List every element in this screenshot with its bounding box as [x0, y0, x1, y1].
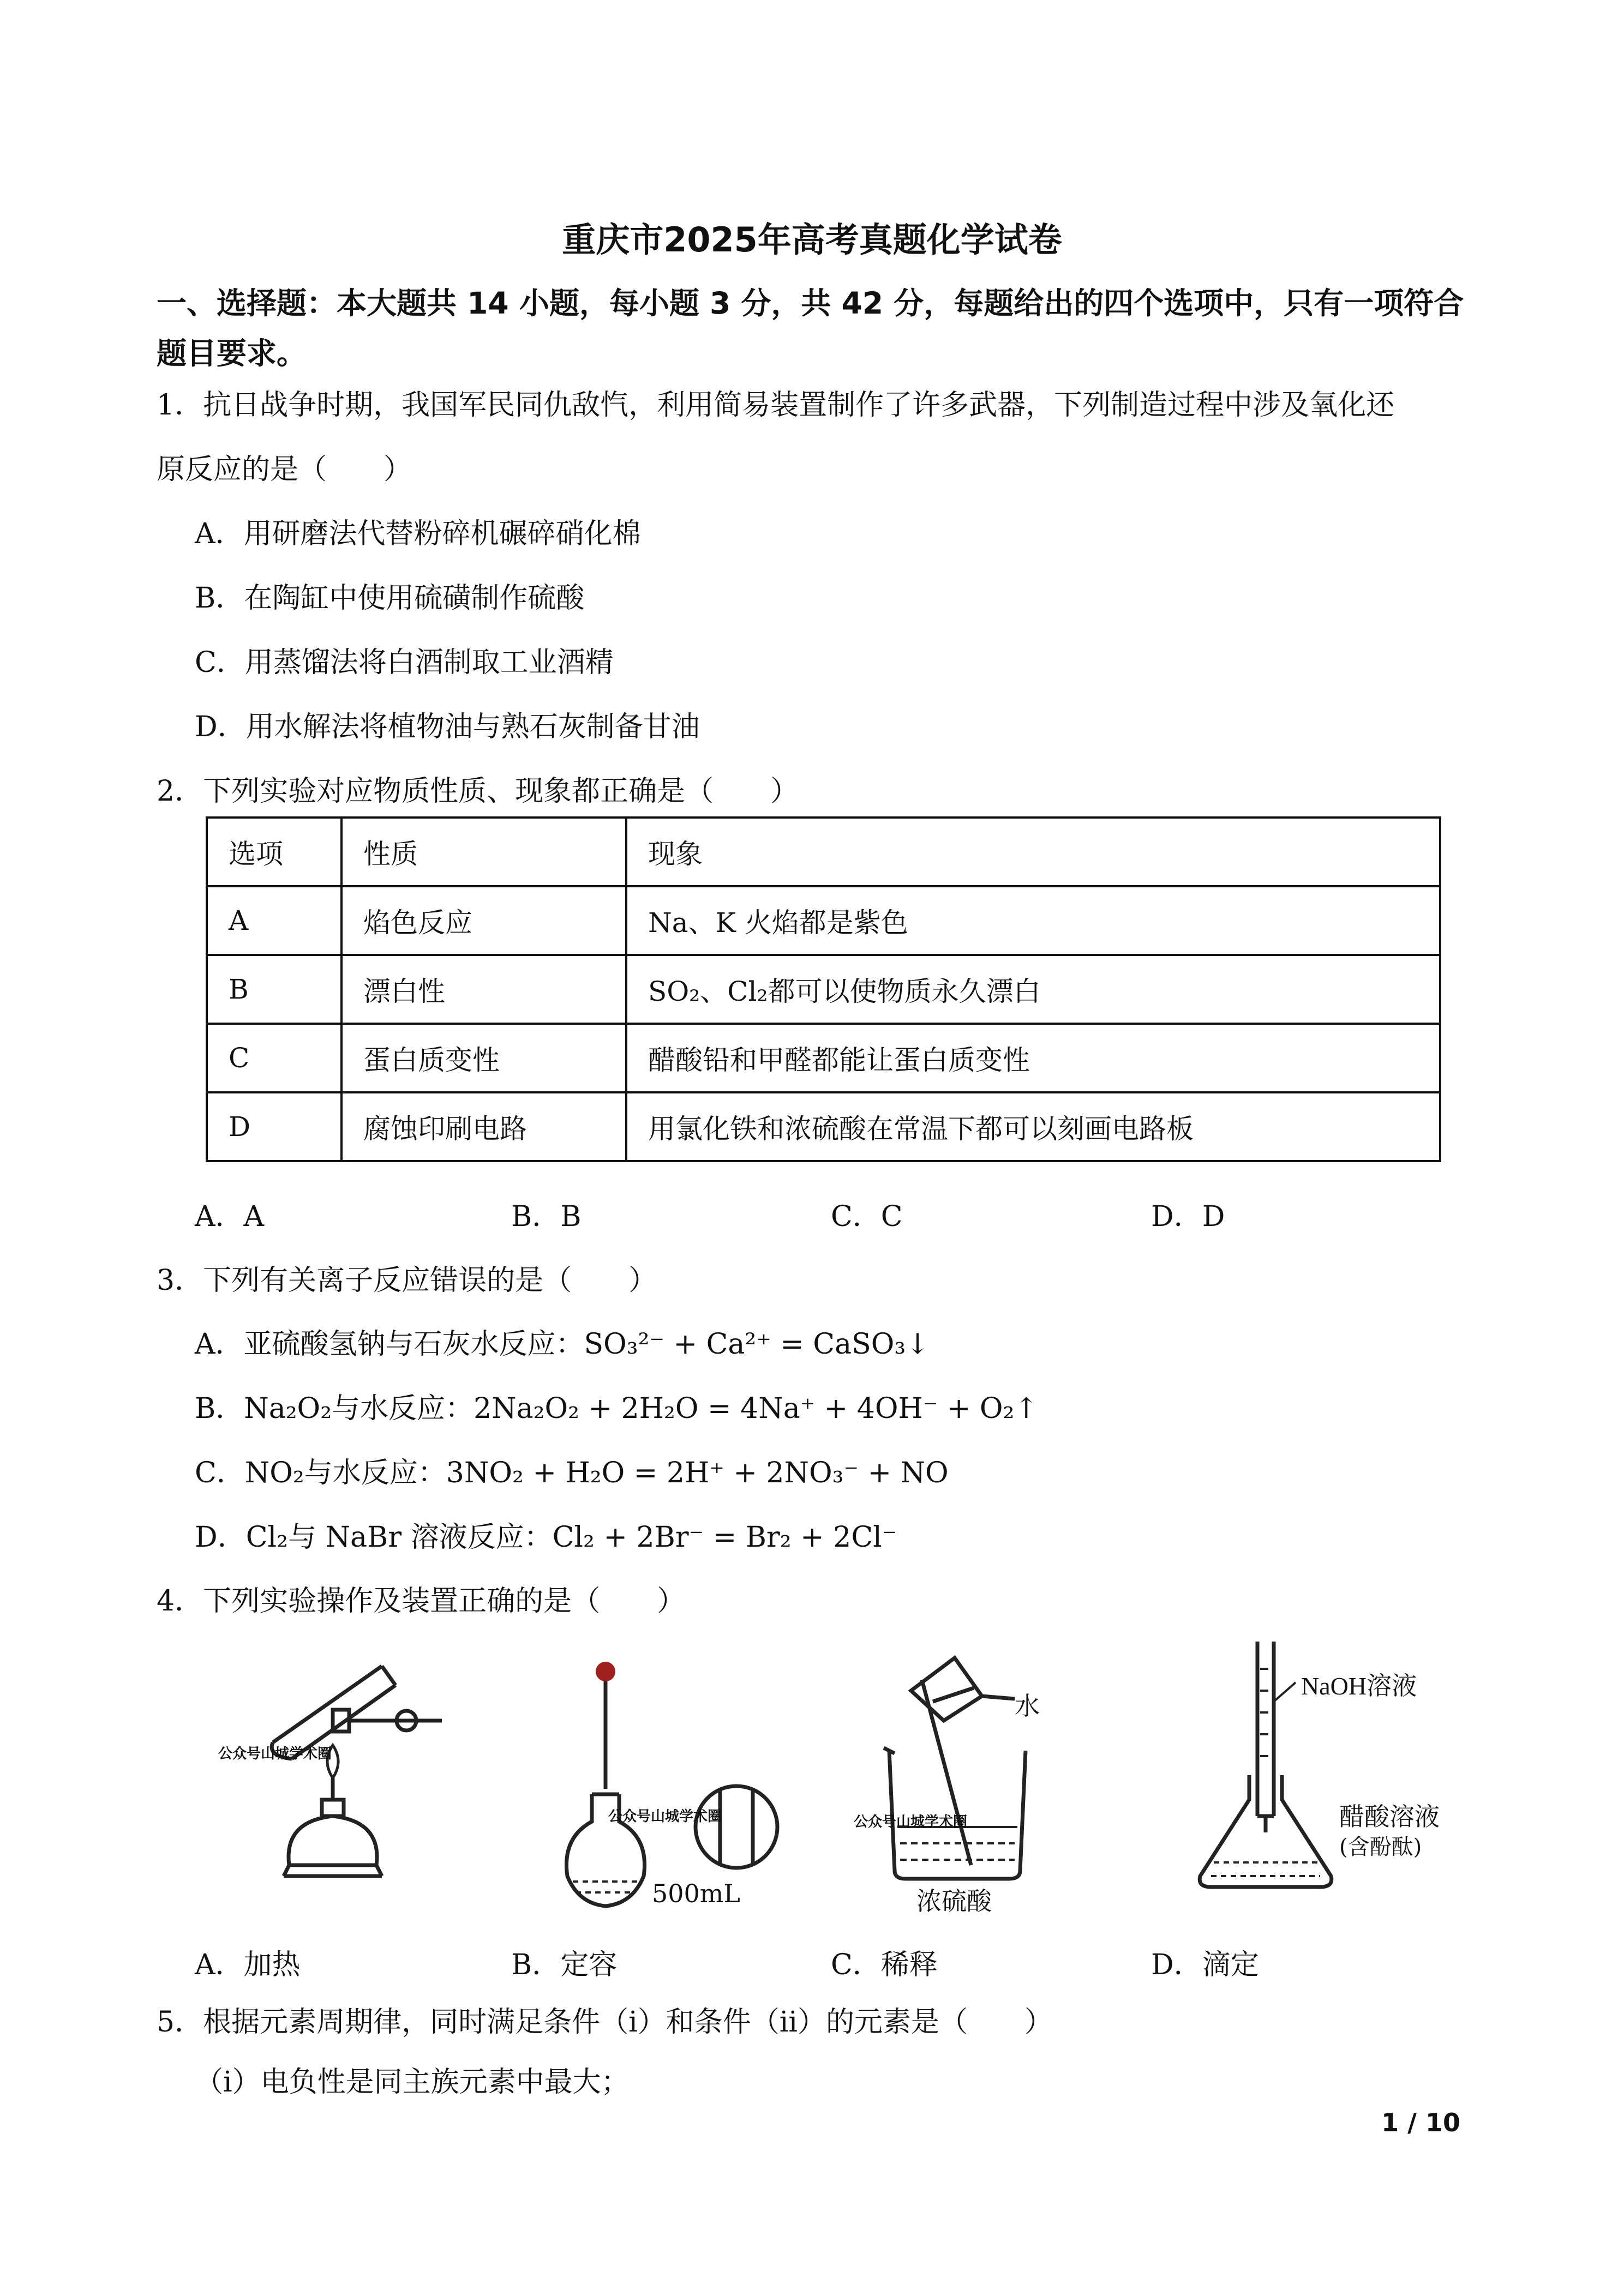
table-cell: 用氯化铁和浓硫酸在常温下都可以刻画电路板: [626, 1092, 1440, 1161]
q3-option-d: D．Cl₂与 NaBr 溶液反应：Cl₂ + 2Br⁻ = Br₂ + 2Cl⁻: [195, 1521, 897, 1554]
figure-c-dilution: [851, 1647, 1091, 1916]
table-row: [207, 955, 1440, 1024]
table-cell: 醋酸铅和甲醛都能让蛋白质变性: [626, 1024, 1440, 1092]
table-cell: A: [207, 886, 341, 955]
q3-option-b: B．Na₂O₂与水反应：2Na₂O₂ + 2H₂O = 4Na⁺ + 4OH⁻ + O₂↑: [195, 1392, 1038, 1425]
section-heading: 一、选择题：本大题共 14 小题，每小题 3 分，共 42 分，每题给出的四个选项中，只有一项符合题目要求。: [157, 286, 1464, 371]
q3-stem: 3．下列有关离子反应错误的是（ ）: [157, 1264, 657, 1297]
table-row: [207, 886, 1440, 955]
q1-option-b: B．在陶缸中使用硫磺制作硫酸: [195, 582, 585, 615]
q4-option-d: D．滴定: [1151, 1949, 1259, 1981]
figure-c-acid-label: 浓硫酸: [916, 1886, 992, 1916]
figure-b-volumetric: [556, 1658, 791, 1914]
q5-stem: 5．根据元素周期律，同时满足条件（i）和条件（ii）的元素是（ ）: [157, 2006, 1053, 2039]
figure-c-water-label: 水: [1015, 1691, 1040, 1721]
figure-watermark: 公众号山城学术圈: [854, 1814, 968, 1830]
table-cell: 现象: [626, 818, 1440, 886]
table-cell: 焰色反应: [341, 886, 626, 955]
table-cell: C: [207, 1024, 341, 1092]
q4-option-c: C．稀释: [831, 1949, 938, 1981]
volumetric-flask-icon: [556, 1658, 791, 1914]
q5-condition-i: （i）电负性是同主族元素中最大；: [195, 2066, 630, 2099]
figure-d-titrant-label: NaOH溶液: [1301, 1672, 1417, 1700]
table-row: [207, 1092, 1440, 1161]
q2-stem: 2．下列实验对应物质性质、现象都正确是（ ）: [157, 775, 799, 808]
table-header-row: [207, 818, 1440, 886]
figure-d-titration: [1189, 1636, 1462, 1909]
figure-d-indicator-label: (含酚酞): [1339, 1835, 1422, 1860]
figure-a-heating: [207, 1642, 458, 1914]
table-cell: B: [207, 955, 341, 1024]
page-title: 重庆市2025年高考真题化学试卷: [562, 220, 1062, 260]
q2-option-a: A．A: [195, 1200, 265, 1233]
table-cell: 腐蚀印刷电路: [341, 1092, 626, 1161]
q4-option-a: A．加热: [195, 1949, 301, 1981]
beaker-icon: [851, 1647, 1091, 1909]
table-cell: 蛋白质变性: [341, 1024, 626, 1092]
table-cell: 漂白性: [341, 955, 626, 1024]
figure-d-solution-label: 醋酸溶液: [1339, 1802, 1440, 1831]
q4-option-b: B．定容: [511, 1949, 618, 1981]
table-cell: Na、K 火焰都是紫色: [626, 886, 1440, 955]
alcohol-lamp-icon: [207, 1642, 458, 1914]
q1-option-c: C．用蒸馏法将白酒制取工业酒精: [195, 646, 614, 679]
q2-option-c: C．C: [831, 1200, 903, 1233]
figure-watermark: 公众号山城学术圈: [218, 1746, 332, 1762]
q4-stem: 4．下列实验操作及装置正确的是（ ）: [157, 1585, 686, 1618]
q1-stem-line2: 原反应的是（ ）: [157, 453, 412, 486]
q2-table: [206, 816, 1441, 1162]
q1-option-a: A．用研磨法代替粉碎机碾碎硝化棉: [195, 518, 641, 550]
table-cell: 性质: [341, 818, 626, 886]
q2-option-d: D．D: [1151, 1200, 1225, 1233]
q1-stem-line1: 1．抗日战争时期，我国军民同仇敌忾，利用简易装置制作了许多武器，下列制造过程中涉及氧化还: [157, 389, 1395, 422]
figure-b-volume-label: 500mL: [652, 1879, 740, 1908]
table-row: [207, 1024, 1440, 1092]
table-cell: D: [207, 1092, 341, 1161]
q3-option-a: A．亚硫酸氢钠与石灰水反应：SO₃²⁻ + Ca²⁺ = CaSO₃↓: [195, 1328, 930, 1361]
figure-watermark: 公众号山城学术圈: [608, 1808, 722, 1825]
page-number: 1 / 10: [1381, 2108, 1460, 2137]
table-cell: 选项: [207, 818, 341, 886]
q2-option-b: B．B: [511, 1200, 582, 1233]
q1-option-d: D．用水解法将植物油与熟石灰制备甘油: [195, 711, 700, 743]
table-cell: SO₂、Cl₂都可以使物质永久漂白: [626, 955, 1440, 1024]
q3-option-c: C．NO₂与水反应：3NO₂ + H₂O = 2H⁺ + 2NO₃⁻ + NO: [195, 1457, 949, 1489]
